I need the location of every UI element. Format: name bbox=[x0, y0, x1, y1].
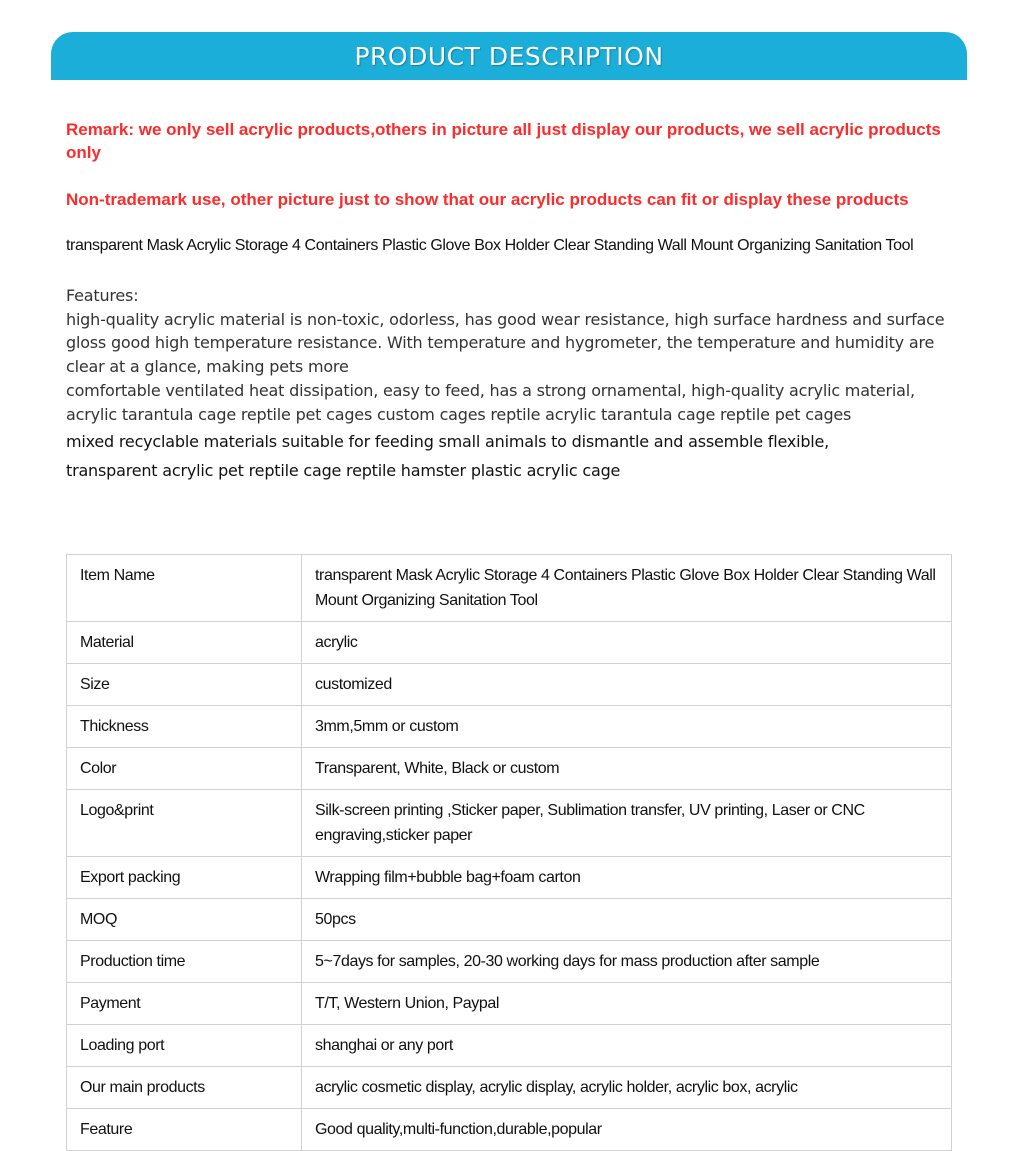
spec-value: Good quality,multi-function,durable,popular bbox=[302, 1109, 952, 1151]
spec-table bbox=[66, 554, 952, 1151]
spec-key: MOQ bbox=[67, 899, 302, 941]
spec-value: Wrapping film+bubble bag+foam carton bbox=[302, 857, 952, 899]
spec-key: Item Name bbox=[67, 555, 302, 622]
table-row bbox=[67, 1109, 952, 1151]
spec-value: 3mm,5mm or custom bbox=[302, 706, 952, 748]
table-row bbox=[67, 555, 952, 622]
trademark-notice: Non-trademark use, other picture just to show that our acrylic products can fit or display these products bbox=[66, 190, 909, 209]
spec-key: Production time bbox=[67, 941, 302, 983]
spec-key: Feature bbox=[67, 1109, 302, 1151]
spec-key: Color bbox=[67, 748, 302, 790]
spec-value: transparent Mask Acrylic Storage 4 Containers Plastic Glove Box Holder Clear Standing Wall Mount Organizing Sanitation Tool bbox=[302, 555, 952, 622]
spec-key: Our main products bbox=[67, 1067, 302, 1109]
features-heading: Features: bbox=[66, 286, 139, 305]
features-line: comfortable ventilated heat dissipation, easy to feed, has a strong ornamental, high-quality acrylic material, acrylic tarantula cage reptile pet cages custom cages reptile acrylic tarantula cage reptile pet cages bbox=[66, 380, 915, 424]
table-row bbox=[67, 748, 952, 790]
spec-value: Silk-screen printing ,Sticker paper, Sublimation transfer, UV printing, Laser or CNC engraving,sticker paper bbox=[302, 790, 952, 857]
table-row bbox=[67, 899, 952, 941]
spec-key: Logo&print bbox=[67, 790, 302, 857]
spec-key: Payment bbox=[67, 983, 302, 1025]
features-line: transparent acrylic pet reptile cage reptile hamster plastic acrylic cage bbox=[66, 460, 621, 480]
table-row bbox=[67, 706, 952, 748]
spec-key: Size bbox=[67, 664, 302, 706]
table-row bbox=[67, 983, 952, 1025]
spec-value: T/T, Western Union, Paypal bbox=[302, 983, 952, 1025]
spec-value: 5~7days for samples, 20-30 working days for mass production after sample bbox=[302, 941, 952, 983]
table-row bbox=[67, 941, 952, 983]
table-row bbox=[67, 790, 952, 857]
table-row bbox=[67, 664, 952, 706]
spec-key: Thickness bbox=[67, 706, 302, 748]
features-line: mixed recyclable materials suitable for feeding small animals to dismantle and assemble flexible, bbox=[66, 432, 830, 452]
product-title: transparent Mask Acrylic Storage 4 Containers Plastic Glove Box Holder Clear Standing Wall Mount Organizing Sanitation Tool bbox=[66, 237, 914, 254]
features-line: high-quality acrylic material is non-toxic, odorless, has good wear resistance, high surface hardness and surface gloss good high temperature resistance. With temperature and hygrometer, the temperature and humidity are clear at a glance, making pets more bbox=[66, 309, 945, 377]
table-row bbox=[67, 1067, 952, 1109]
features-block bbox=[66, 284, 956, 483]
spec-value: acrylic bbox=[302, 622, 952, 664]
spec-value: shanghai or any port bbox=[302, 1025, 952, 1067]
spec-value: Transparent, White, Black or custom bbox=[302, 748, 952, 790]
spec-key: Material bbox=[67, 622, 302, 664]
banner-title: PRODUCT DESCRIPTION bbox=[354, 41, 664, 71]
table-row bbox=[67, 622, 952, 664]
spec-key: Loading port bbox=[67, 1025, 302, 1067]
section-banner bbox=[51, 32, 967, 80]
description-content bbox=[66, 118, 956, 483]
spec-key: Export packing bbox=[67, 857, 302, 899]
spec-value: acrylic cosmetic display, acrylic display, acrylic holder, acrylic box, acrylic bbox=[302, 1067, 952, 1109]
spec-value: 50pcs bbox=[302, 899, 952, 941]
spec-value: customized bbox=[302, 664, 952, 706]
table-row bbox=[67, 1025, 952, 1067]
remark-text: Remark: we only sell acrylic products,others in picture all just display our products, we sell acrylic products only bbox=[66, 120, 941, 162]
table-row bbox=[67, 857, 952, 899]
